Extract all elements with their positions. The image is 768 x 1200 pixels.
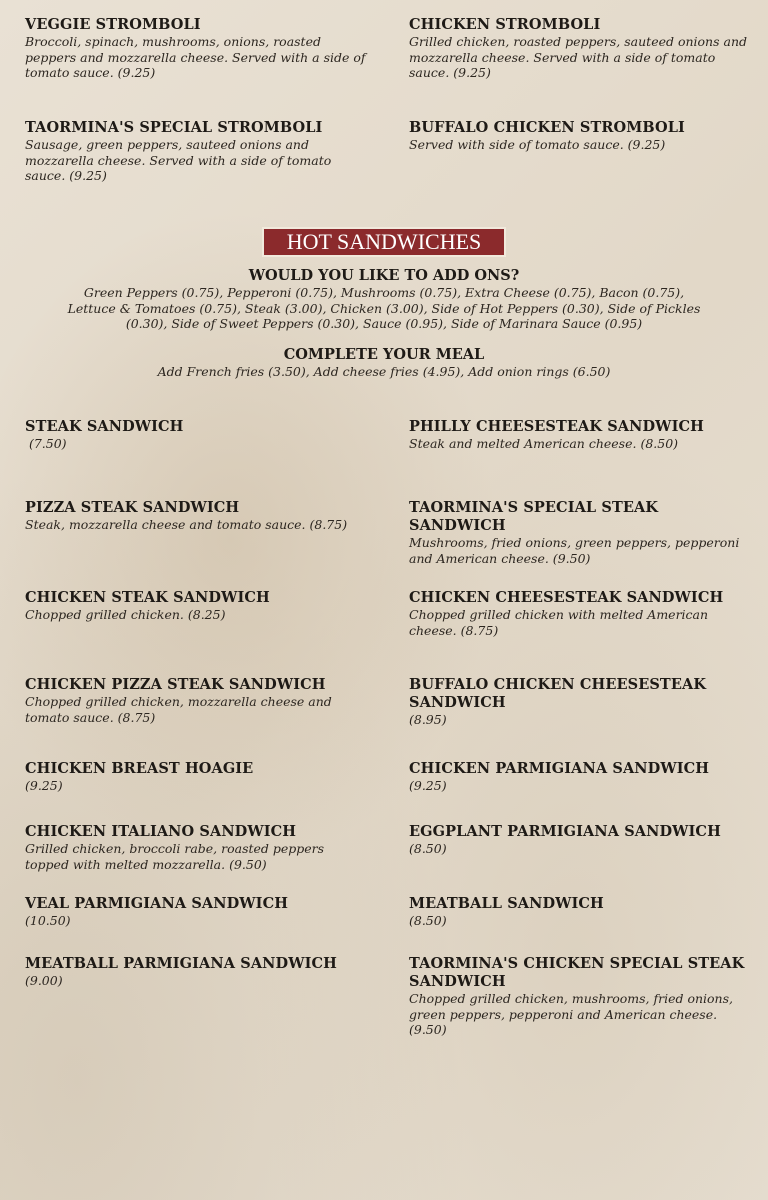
menu-item-chicken-steak-sandwich: [25, 589, 370, 623]
item-name: BUFFALO CHICKEN CHEESESTEAK SANDWICH: [409, 676, 707, 711]
menu-item-pizza-steak-sandwich: [25, 499, 370, 533]
item-description: (8.50): [409, 913, 447, 928]
menu-item-chicken-stromboli: [409, 16, 754, 81]
item-name: PIZZA STEAK SANDWICH: [25, 499, 240, 516]
item-description: (7.50): [25, 436, 67, 451]
item-description: (10.50): [25, 913, 71, 928]
item-description: Steak, mozzarella cheese and tomato sauce. (8.75): [25, 517, 348, 532]
item-description: Chopped grilled chicken, mushrooms, fried onions, green peppers, pepperoni and American cheese. (9.50): [409, 991, 733, 1037]
item-description: Grilled chicken, roasted peppers, sauteed onions and mozzarella cheese. Served with a side of tomato sauce. (9.25): [409, 34, 748, 80]
item-name: CHICKEN BREAST HOAGIE: [25, 760, 254, 777]
item-name: CHICKEN CHEESESTEAK SANDWICH: [409, 589, 724, 606]
addons-description: Green Peppers (0.75), Pepperoni (0.75), Mushrooms (0.75), Extra Cheese (0.75), Bacon (0.75), Lettuce & Tomatoes (0.75), Steak (3.00), Chicken (3.00), Side of Hot Peppers (0.30), Side of Pickles (0.30), Side of Sweet Peppers (0.30), Sauce (0.95), Side of Marinara Sauce (0.95): [67, 285, 701, 331]
meal-heading: COMPLETE YOUR MEAL: [283, 346, 485, 363]
item-name: EGGPLANT PARMIGIANA SANDWICH: [409, 823, 721, 840]
item-description: Steak and melted American cheese. (8.50): [409, 436, 679, 451]
item-description: Sausage, green peppers, sauteed onions and mozzarella cheese. Served with a side of tomato sauce. (9.25): [25, 137, 332, 183]
menu-item-chicken-parmigiana-sandwich: [409, 760, 754, 794]
menu-item-steak-sandwich: [25, 418, 370, 452]
item-name: CHICKEN STEAK SANDWICH: [25, 589, 270, 606]
item-description: Broccoli, spinach, mushrooms, onions, roasted peppers and mozzarella cheese. Served with a side of tomato sauce. (9.25): [25, 34, 366, 80]
item-name: MEATBALL SANDWICH: [409, 895, 604, 912]
item-description: (9.25): [409, 778, 447, 793]
item-name: PHILLY CHEESESTEAK SANDWICH: [409, 418, 704, 435]
item-description: (8.95): [409, 712, 447, 727]
item-name: VEAL PARMIGIANA SANDWICH: [25, 895, 289, 912]
addons-block: [40, 267, 728, 332]
addons-heading: WOULD YOU LIKE TO ADD ONS?: [248, 267, 520, 284]
menu-item-eggplant-parmigiana-sandwich: [409, 823, 754, 857]
item-description: (8.50): [409, 841, 447, 856]
item-description: Grilled chicken, broccoli rabe, roasted peppers topped with melted mozzarella. (9.50): [25, 841, 325, 872]
item-name: VEGGIE STROMBOLI: [25, 16, 201, 33]
menu-item-chicken-breast-hoagie: [25, 760, 370, 794]
menu-item-meatball-sandwich: [409, 895, 754, 929]
menu-item-chicken-italiano-sandwich: [25, 823, 370, 872]
menu-item-taorminas-chicken-special-steak-sandwich: [409, 955, 754, 1038]
item-description: (9.25): [25, 778, 63, 793]
item-description: Chopped grilled chicken, mozzarella cheese and tomato sauce. (8.75): [25, 694, 332, 725]
menu-item-veggie-stromboli: [25, 16, 370, 81]
item-description: Chopped grilled chicken. (8.25): [25, 607, 226, 622]
menu-item-chicken-pizza-steak-sandwich: [25, 676, 370, 725]
item-description: (9.00): [25, 973, 63, 988]
item-description: Mushrooms, fried onions, green peppers, pepperoni and American cheese. (9.50): [409, 535, 740, 566]
item-name: MEATBALL PARMIGIANA SANDWICH: [25, 955, 337, 972]
item-description: Served with side of tomato sauce. (9.25): [409, 137, 666, 152]
section-title-banner: HOT SANDWICHES: [262, 227, 506, 257]
menu-item-buffalo-chicken-cheesesteak-sandwich: [409, 676, 709, 728]
item-name: CHICKEN PIZZA STEAK SANDWICH: [25, 676, 326, 693]
menu-item-meatball-parmigiana-sandwich: [25, 955, 370, 989]
menu-item-veal-parmigiana-sandwich: [25, 895, 370, 929]
item-name: BUFFALO CHICKEN STROMBOLI: [409, 119, 685, 136]
item-name: TAORMINA'S CHICKEN SPECIAL STEAK SANDWICH: [409, 955, 745, 990]
item-name: TAORMINA'S SPECIAL STEAK SANDWICH: [409, 499, 659, 534]
meal-block: [40, 346, 728, 380]
menu-item-taorminas-special-steak-sandwich: [409, 499, 754, 566]
menu-item-philly-cheesesteak-sandwich: [409, 418, 754, 452]
menu-item-taorminas-special-stromboli: [25, 119, 370, 184]
meal-description: Add French fries (3.50), Add cheese fries (4.95), Add onion rings (6.50): [157, 364, 611, 379]
item-name: STEAK SANDWICH: [25, 418, 184, 435]
item-name: TAORMINA'S SPECIAL STROMBOLI: [25, 119, 323, 136]
menu-item-chicken-cheesesteak-sandwich: [409, 589, 754, 638]
item-name: CHICKEN STROMBOLI: [409, 16, 601, 33]
item-description: Chopped grilled chicken with melted American cheese. (8.75): [409, 607, 709, 638]
item-name: CHICKEN ITALIANO SANDWICH: [25, 823, 297, 840]
item-name: CHICKEN PARMIGIANA SANDWICH: [409, 760, 710, 777]
menu-item-buffalo-chicken-stromboli: [409, 119, 754, 153]
